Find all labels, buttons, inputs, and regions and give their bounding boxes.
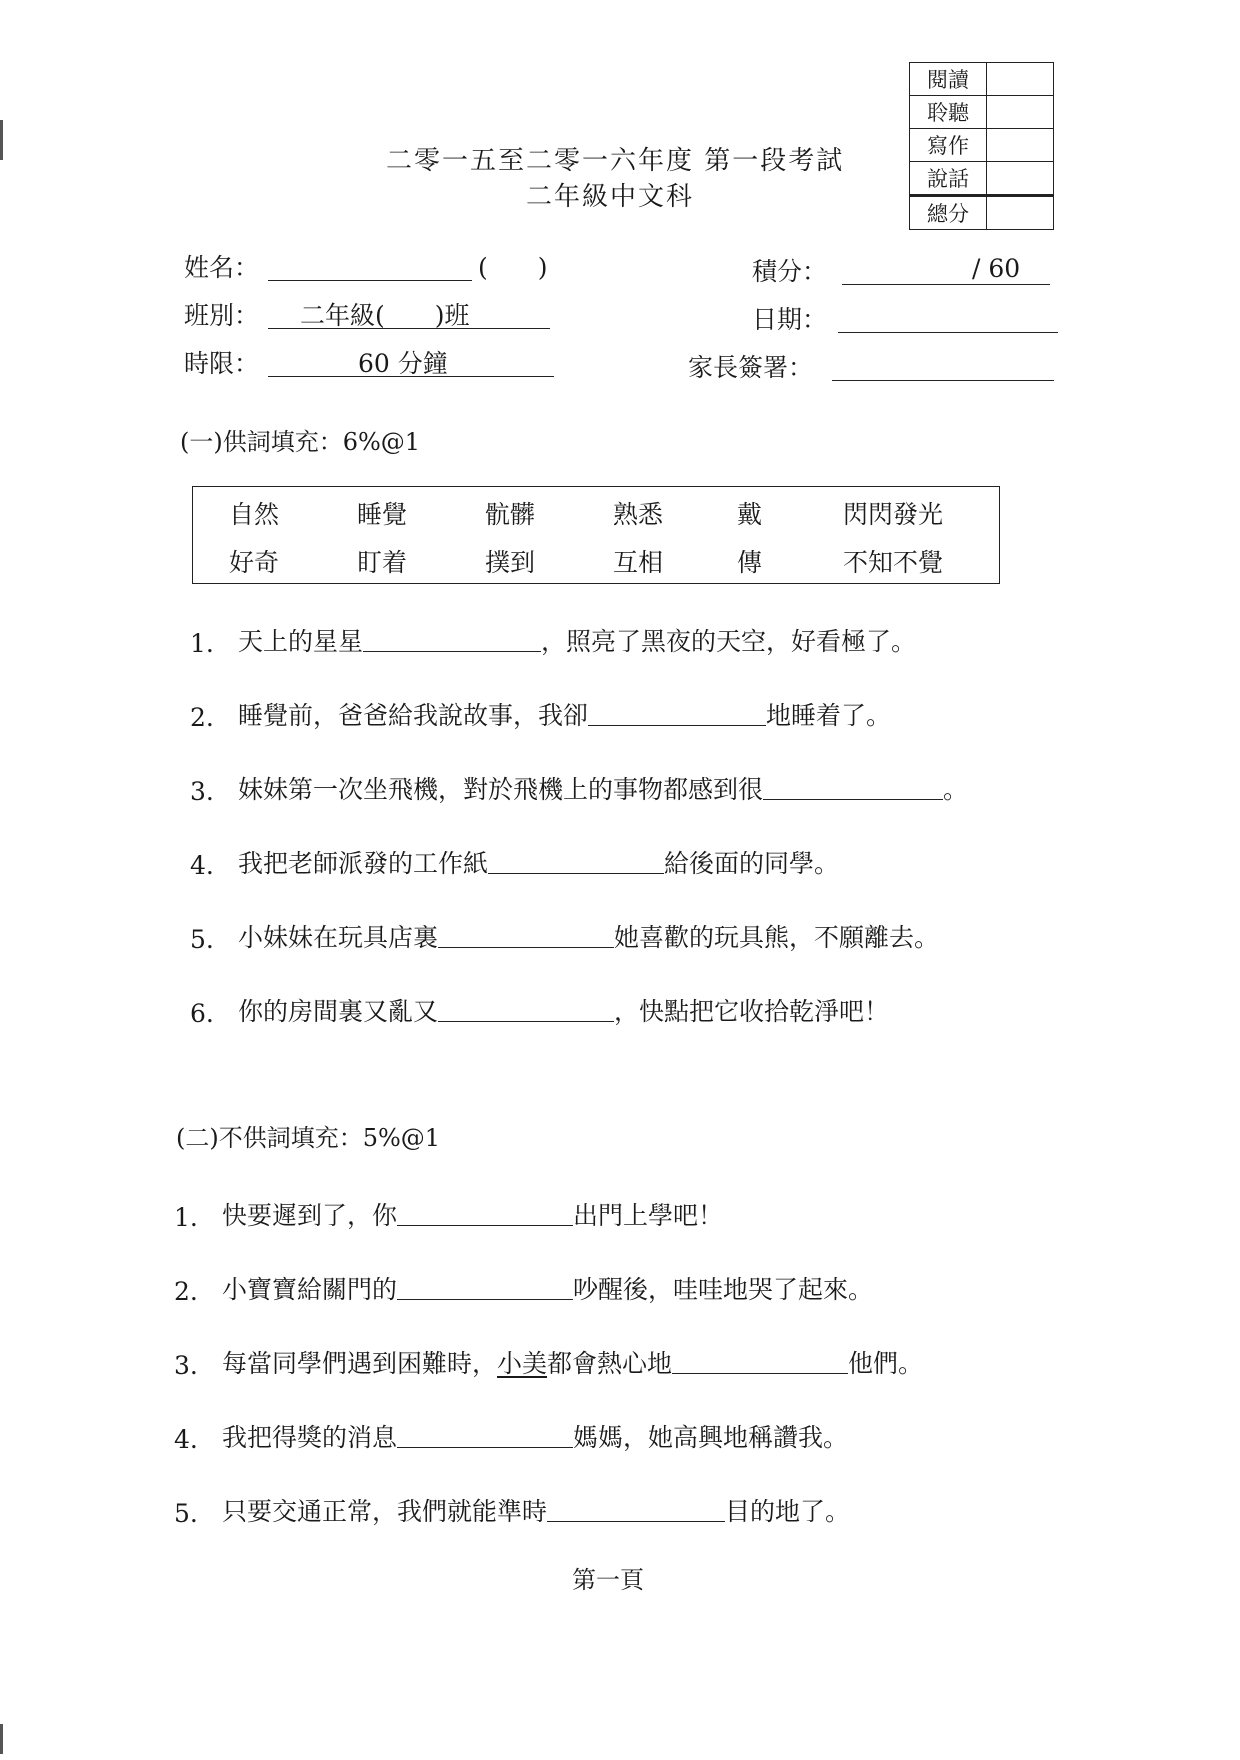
question-text: 媽媽，她高興地稱讚我。 (573, 1423, 849, 1452)
word-bank-item: 睡覺 (357, 500, 408, 529)
answer-blank[interactable] (397, 1298, 573, 1300)
question-number: 6. (190, 999, 214, 1028)
word-bank-item: 閃閃發光 (843, 500, 944, 529)
word-bank (192, 486, 1000, 584)
name-label: 姓名： (184, 253, 260, 282)
underlined-name: 小美 (497, 1349, 548, 1378)
score-row-label: 聆聽 (910, 96, 987, 129)
time-limit-line (268, 376, 554, 377)
time-limit-value: 60 分鐘 (358, 349, 448, 378)
score-label: 積分： (752, 257, 828, 286)
page-number: 第一頁 (572, 1566, 644, 1594)
answer-blank[interactable] (763, 798, 943, 800)
answer-blank[interactable] (488, 872, 664, 874)
word-bank-item: 熟悉 (613, 500, 664, 529)
question-number: 1. (190, 629, 214, 658)
score-table (909, 62, 1054, 230)
question-item (174, 1492, 850, 1528)
question-text: 只要交通正常，我們就能準時 (222, 1497, 548, 1526)
score-row-label: 總分 (910, 196, 987, 230)
question-text: 我把老師派發的工作紙 (238, 849, 489, 878)
question-number: 3. (174, 1351, 198, 1380)
score-row-label: 說話 (910, 162, 987, 196)
score-total: / 60 (972, 254, 1021, 283)
class-line[interactable] (268, 328, 550, 329)
score-row-label: 寫作 (910, 129, 987, 162)
score-box[interactable] (987, 63, 1054, 96)
question-text: 地睡着了。 (766, 701, 892, 730)
name-line[interactable] (268, 280, 472, 281)
answer-blank[interactable] (547, 1520, 725, 1522)
answer-blank[interactable] (363, 650, 541, 652)
question-item (190, 844, 839, 880)
question-item (190, 770, 968, 806)
date-line[interactable] (838, 332, 1058, 333)
question-text: 我把得獎的消息 (222, 1423, 398, 1452)
question-text: 吵醒後，哇哇地哭了起來。 (573, 1275, 874, 1304)
question-item (190, 696, 891, 732)
answer-blank[interactable] (672, 1372, 848, 1374)
exam-subject: 二年級中文科 (526, 182, 695, 212)
class-number-paren: ( ) (478, 253, 548, 282)
question-item (190, 918, 939, 954)
question-number: 2. (174, 1277, 198, 1306)
section1-heading: (一)供詞填充：6%@1 (180, 428, 421, 456)
question-item (190, 622, 916, 658)
word-bank-item: 骯髒 (485, 500, 536, 529)
question-item (190, 992, 889, 1028)
question-number: 2. (190, 703, 214, 732)
word-bank-item: 自然 (229, 500, 280, 529)
answer-blank[interactable] (588, 724, 766, 726)
question-text: 出門上學吧！ (573, 1201, 724, 1230)
question-number: 5. (190, 925, 214, 954)
question-text: 睡覺前，爸爸給我說故事，我卻 (238, 701, 589, 730)
question-number: 1. (174, 1203, 198, 1232)
question-text: 他們。 (848, 1349, 924, 1378)
question-text: 快要遲到了，你 (222, 1201, 398, 1230)
score-box[interactable] (987, 196, 1054, 230)
time-limit-label: 時限： (184, 349, 260, 378)
word-bank-item: 不知不覺 (843, 548, 944, 577)
question-text: 小妹妹在玩具店裏 (238, 923, 439, 952)
question-text: 天上的星星 (238, 627, 364, 656)
scan-edge-mark (0, 120, 3, 160)
word-bank-item: 好奇 (229, 548, 280, 577)
score-line[interactable] (842, 284, 1050, 285)
question-item (174, 1344, 923, 1380)
question-item (174, 1196, 723, 1232)
class-value: 二年級( )班 (300, 301, 470, 330)
score-box[interactable] (987, 129, 1054, 162)
question-text: 。 (943, 775, 969, 804)
question-text: 她喜歡的玩具熊，不願離去。 (614, 923, 940, 952)
question-text: ，快點把它收拾乾淨吧！ (614, 997, 890, 1026)
question-number: 3. (190, 777, 214, 806)
question-number: 5. (174, 1499, 198, 1528)
answer-blank[interactable] (397, 1224, 573, 1226)
word-bank-item: 傳 (737, 548, 763, 577)
parent-signature-line[interactable] (832, 380, 1054, 381)
question-item (174, 1270, 873, 1306)
question-text: ，照亮了黑夜的天空，好看極了。 (541, 627, 917, 656)
question-text: 每當同學們遇到困難時， (222, 1349, 498, 1378)
parent-signature-label: 家長簽署： (688, 353, 814, 382)
class-label: 班別： (184, 301, 260, 330)
word-bank-item: 戴 (737, 500, 763, 529)
word-bank-item: 撲到 (485, 548, 536, 577)
question-text: 都會熱心地 (547, 1349, 673, 1378)
question-text: 小寶寶給關門的 (222, 1275, 398, 1304)
date-label: 日期： (752, 305, 828, 334)
score-row-label: 閱讀 (910, 63, 987, 96)
score-box[interactable] (987, 162, 1054, 196)
scan-edge-mark (0, 1724, 3, 1754)
score-box[interactable] (987, 96, 1054, 129)
answer-blank[interactable] (397, 1446, 573, 1448)
question-text: 目的地了。 (725, 1497, 851, 1526)
question-text: 給後面的同學。 (664, 849, 840, 878)
word-bank-item: 盯着 (357, 548, 408, 577)
question-number: 4. (190, 851, 214, 880)
question-text: 妹妹第一次坐飛機，對於飛機上的事物都感到很 (238, 775, 764, 804)
question-number: 4. (174, 1425, 198, 1454)
answer-blank[interactable] (438, 946, 614, 948)
question-text: 你的房間裏又亂又 (238, 997, 439, 1026)
exam-title: 二零一五至二零一六年度 第一段考試 (386, 146, 845, 176)
word-bank-item: 互相 (613, 548, 664, 577)
question-item (174, 1418, 848, 1454)
section2-heading: (二)不供詞填充：5%@1 (176, 1124, 441, 1152)
answer-blank[interactable] (438, 1020, 614, 1022)
